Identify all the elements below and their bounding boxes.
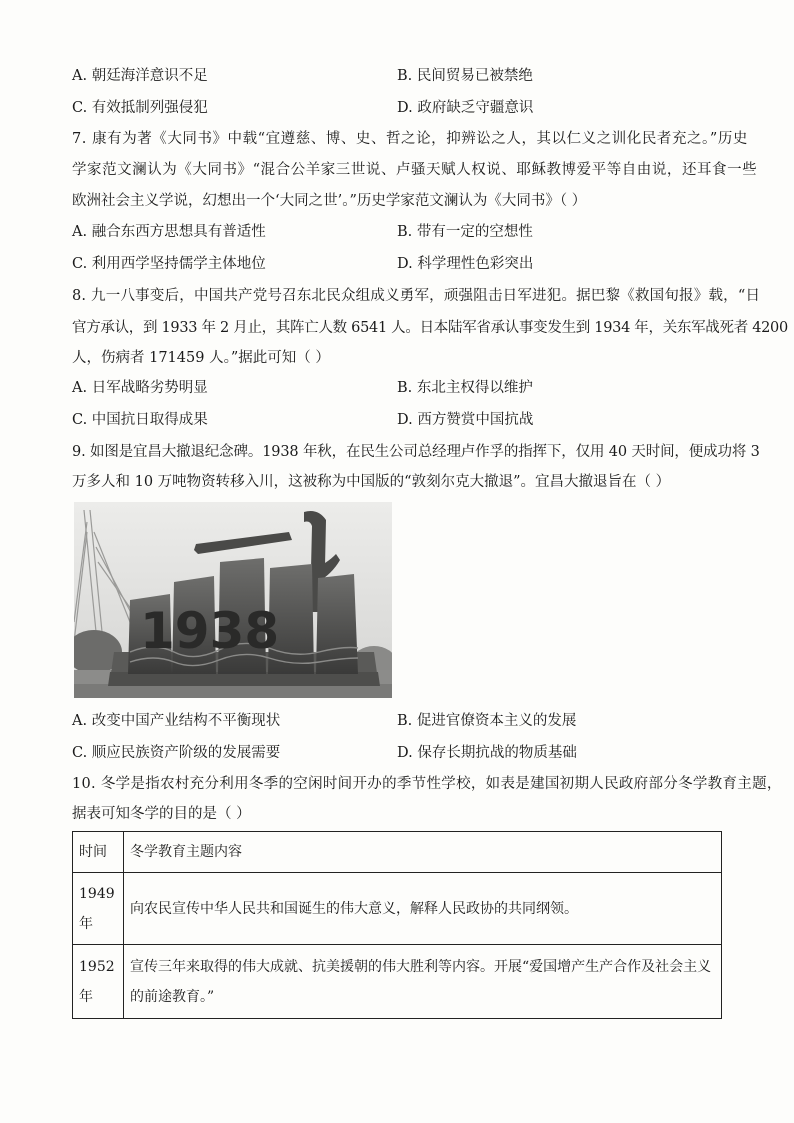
q6-option-c: C. 有效抵制列强侵犯 [72, 100, 208, 116]
q8-stem-line-1: 8. 九一八事变后，中国共产党号召东北民众组成义勇军，顽强阻击日军进犯。据巴黎《救国旬报》载，“日 [72, 288, 761, 304]
q10-stem-line-1: 10. 冬学是指农村充分利用冬季的空闲时间开办的季节性学校，如表是建国初期人民政府部分冬学教育主题， [72, 776, 782, 792]
q6-option-b: B. 民间贸易已被禁绝 [397, 68, 533, 84]
winter-school-topics-table [72, 831, 722, 1019]
q7-option-b: B. 带有一定的空想性 [397, 224, 533, 240]
header-time: 时间 [73, 832, 124, 873]
q7-option-a: A. 融合东西方思想具有普适性 [72, 224, 266, 240]
q8-option-c: C. 中国抗日取得成果 [72, 412, 208, 428]
q8-option-a: A. 日军战略劣势明显 [72, 380, 208, 396]
row-year [73, 945, 124, 1019]
q9-option-a: A. 改变中国产业结构不平衡现状 [72, 713, 281, 729]
content-line: 向农民宣传中华人民共和国诞生的伟大意义，解释人民政协的共同纲领。 [130, 900, 578, 917]
q7-option-c: C. 利用西学坚持儒学主体地位 [72, 256, 266, 272]
row-content [124, 873, 722, 945]
table-row [73, 873, 722, 945]
q9-option-b: B. 促进官僚资本主义的发展 [397, 713, 577, 729]
q8-stem-line-2: 官方承认，到 1933 年 2 月止，其阵亡人数 6541 人。日本陆军省承认事变发生到 1934 年，关东军战死者 4200 [72, 320, 788, 336]
monument-year-text: 1938 [140, 602, 280, 660]
monument-illustration [74, 502, 392, 698]
q10-stem-line-2: 据表可知冬学的目的是（ ） [72, 806, 251, 822]
q9-stem-line-2: 万多人和 10 万吨物资转移入川，这被称为中国版的“敦刻尔克大撤退”。宜昌大撤退旨在（ ） [72, 474, 671, 490]
header-content: 冬学教育主题内容 [124, 832, 722, 873]
row-content [124, 945, 722, 1019]
q8-option-d: D. 西方赞赏中国抗战 [397, 412, 534, 428]
q7-stem-line-3: 欧洲社会主义学说，幻想出一个‘大同之世’。”历史学家范文澜认为《大同书》（ ） [72, 193, 587, 209]
year-number: 1949 [79, 885, 115, 902]
q7-stem-line-2: 学家范文澜认为《大同书》“混合公羊家三世说、卢骚天赋人权说、耶稣教博爱平等自由说，还耳食一些 [72, 162, 758, 178]
table-header-row [73, 832, 722, 873]
q9-option-c: C. 顺应民族资产阶级的发展需要 [72, 745, 281, 761]
q9-option-d: D. 保存长期抗战的物质基础 [397, 745, 577, 761]
yichang-retreat-monument-photo [74, 502, 392, 698]
q6-option-a: A. 朝廷海洋意识不足 [72, 68, 208, 84]
q9-stem-line-1: 9. 如图是宜昌大撤退纪念碑。1938 年秋，在民生公司总经理卢作孚的指挥下，仅用 40 天时间，便成功将 3 [72, 444, 760, 460]
content-line: 的前途教育。” [130, 988, 215, 1005]
q7-stem-line-1: 7. 康有为著《大同书》中载“宜遵慈、博、史、哲之论，抑辨讼之人，其以仁义之训化民者充之。”历史 [72, 131, 748, 147]
q7-option-d: D. 科学理性色彩突出 [397, 256, 534, 272]
year-unit: 年 [79, 915, 93, 932]
content-line: 宣传三年来取得的伟大成就、抗美援朝的伟大胜利等内容。开展“爱国增产生产合作及社会主义 [130, 958, 712, 975]
year-unit: 年 [79, 988, 93, 1005]
year-number: 1952 [79, 958, 115, 975]
q8-option-b: B. 东北主权得以维护 [397, 380, 533, 396]
q6-option-d: D. 政府缺乏守疆意识 [397, 100, 534, 116]
table-row [73, 945, 722, 1019]
row-year [73, 873, 124, 945]
q8-stem-line-3: 人，伤病者 171459 人。”据此可知（ ） [72, 350, 330, 366]
